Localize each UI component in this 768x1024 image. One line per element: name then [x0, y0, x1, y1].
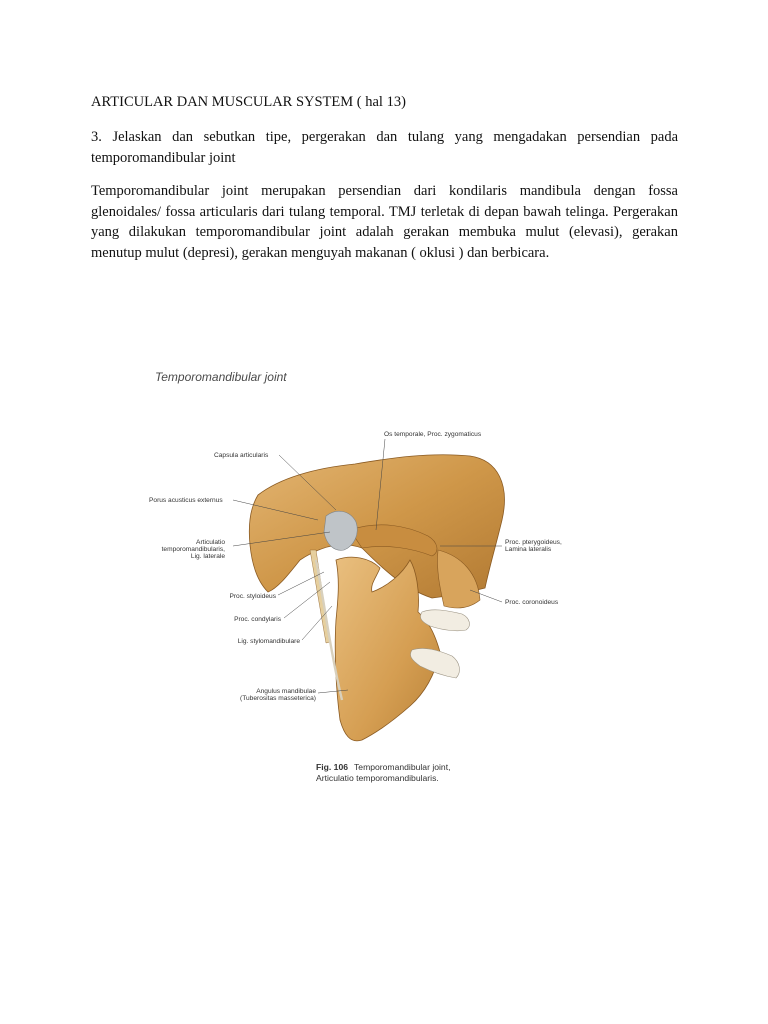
label-proc-condylaris: Proc. condylaris [234, 616, 281, 623]
label-proc-coronoideus: Proc. coronoideus [505, 599, 559, 606]
answer-paragraph: Temporomandibular joint merupakan persendian dari kondilaris mandibula dengan fossa glenoidales/ fossa articularis dari tulang temporal. TMJ terletak di depan bawah telinga. Pergerakan yang dilakukan temporomandibular joint adalah gerakan membuka mulut (elevasi), gerakan menutup mulut (depresi), gerakan menguyah makanan ( oklusi ) dan berbicara. [91, 183, 678, 261]
label-capsula-articularis: Capsula articularis [214, 452, 269, 459]
label-proc-styloideus: Proc. styloideus [229, 593, 276, 600]
figure-title: Temporomandibular joint [155, 370, 287, 384]
label-articulatio-line1: Articulatio [196, 539, 225, 546]
figure-number: Fig. 106 [316, 762, 348, 772]
label-os-temporale: Os temporale, Proc. zygomaticus [384, 431, 482, 438]
label-angulus-line2: (Tuberositas masseterica) [240, 695, 316, 702]
label-pterygoideus-line1: Proc. pterygoideus, [505, 539, 562, 546]
caption-line-2: Articulatio temporomandibularis. [316, 773, 439, 783]
figure-caption [316, 762, 451, 784]
label-porus-acusticus: Porus acusticus externus [149, 497, 223, 504]
question-paragraph: 3. Jelaskan dan sebutkan tipe, pergerakan dan tulang yang mengadakan persendian pada temporomandibular joint [91, 129, 678, 166]
label-articulatio-line2: temporomandibularis, [161, 546, 225, 553]
anatomy-figure [140, 360, 620, 800]
label-lig-stylomandibulare: Lig. stylomandibulare [237, 638, 300, 645]
document-heading: ARTICULAR DAN MUSCULAR SYSTEM ( hal 13) [91, 94, 406, 110]
label-pterygoideus-line2: Lamina lateralis [505, 546, 552, 553]
tmj-illustration [140, 360, 620, 800]
label-angulus-line1: Angulus mandibulae [256, 688, 316, 695]
caption-line-1: Temporomandibular joint, [354, 762, 451, 772]
label-articulatio-line3: Lig. laterale [190, 553, 225, 560]
